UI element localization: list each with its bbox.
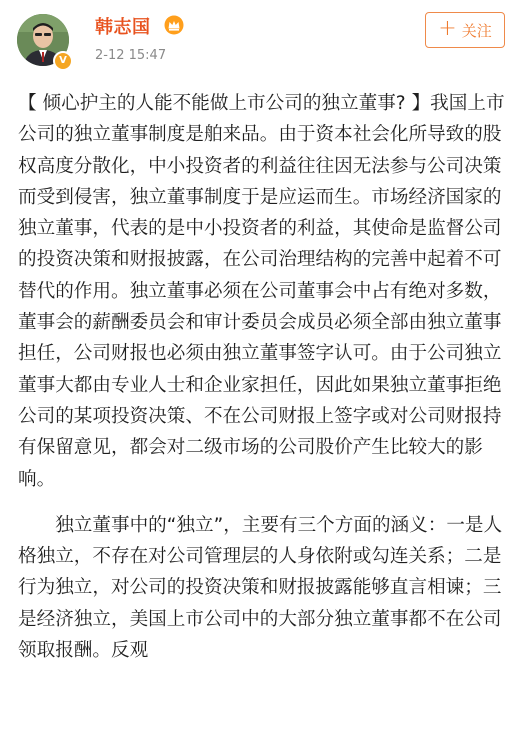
follow-button[interactable] [425, 12, 505, 48]
follow-button-label: 关注 [461, 21, 492, 40]
post-body [18, 88, 514, 666]
post-paragraph: 【 倾心护主的人能不能做上市公司的独立董事? 】我国上市公司的独立董事制度是舶来品。由于资本社会化所导致的股权高度分散化，中小投资者的利益往往因无法参与公司决策而受到侵害，独立董事制度于是应运而生。市场经济国家的独立董事，代表的是中小投资者的利益，其使命是监督公司的投资决策和财报披露，在公司治理结构的完善中起着不可替代的作用。独立董事必须在公司董事会中占有绝对多数，董事会的薪酬委员会和审计委员会成员必须全部由独立董事担任，公司财报也必须由独立董事签字认可。由于公司独立董事大都由专业人士和企业家担任，因此如果独立董事拒绝公司的某项投资决策、不在公司财报上签字或对公司财报持有保留意见，都会对二级市场的公司股价产生比较大的影响。 [18, 93, 505, 490]
username[interactable]: 韩志国 [95, 17, 151, 38]
verified-v-icon: V [53, 51, 73, 71]
crown-badge-icon [164, 15, 184, 35]
plus-icon: + [438, 16, 457, 41]
post-time: 2-12 15:47 [95, 48, 167, 63]
post-header [0, 0, 523, 82]
post-paragraph: 独立董事中的“独立”，主要有三个方面的涵义：一是人格独立，不存在对公司管理层的人身依附或勾连关系；二是行为独立，对公司的投资决策和财报披露能够直言相谏；三是经济独立，美国上市公司中的大部分独立董事都不在公司领取报酬。反观 [18, 514, 503, 662]
